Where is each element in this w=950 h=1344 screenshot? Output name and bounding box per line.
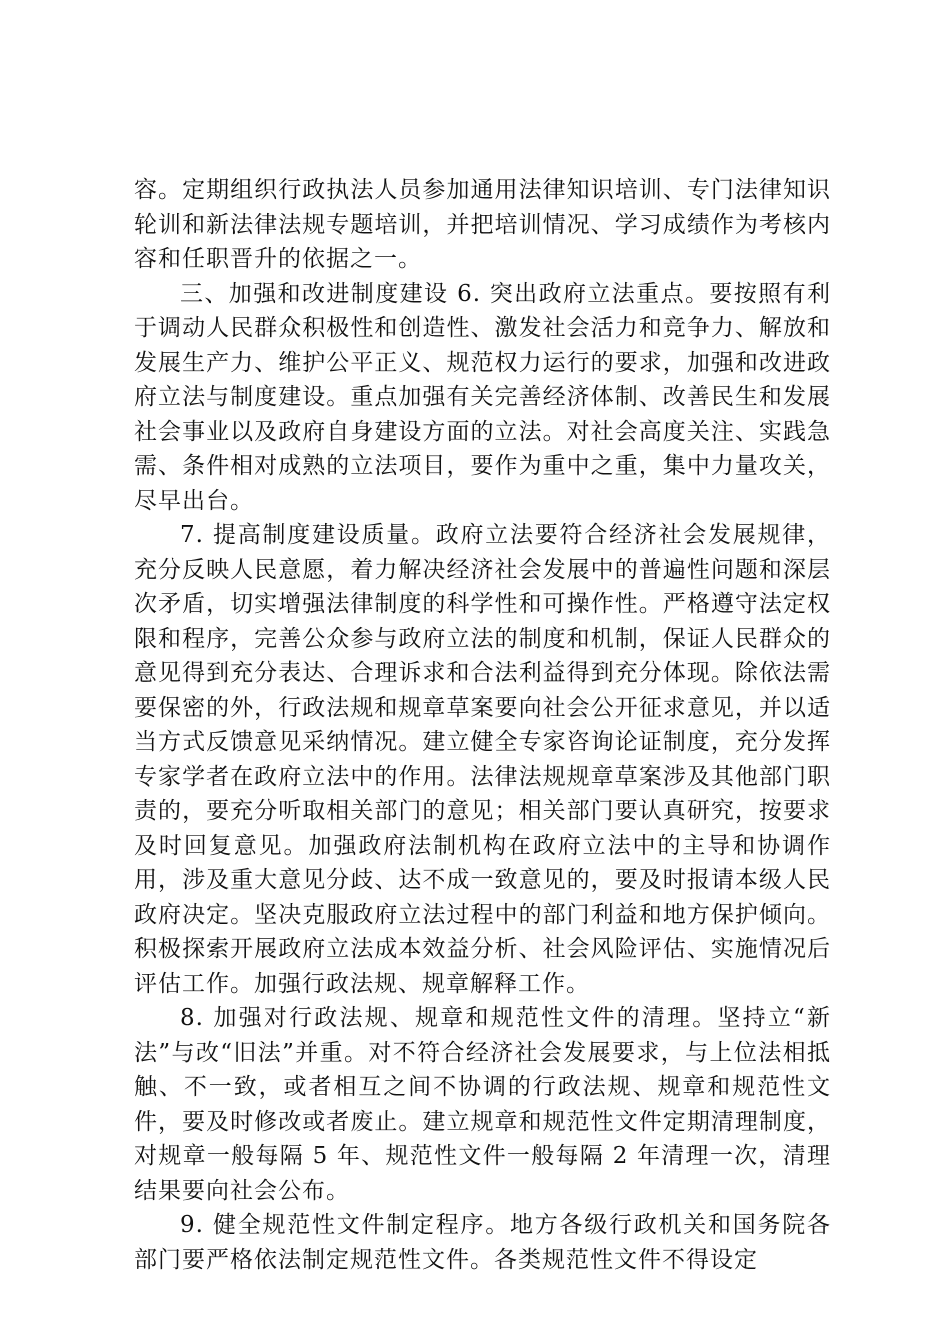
paragraph-item-7: 7. 提高制度建设质量。政府立法要符合经济社会发展规律，充分反映人民意愿，着力解决经济社会发展中的普遍性问题和深层次矛盾，切实增强法律制度的科学性和可操作性。严格遵守法定权限和程序，完善公众参与政府立法的制度和机制，保证人民群众的意见得到充分表达、合理诉求和合法利益得到充分体现。除依法需要保密的外，行政法规和规章草案要向社会公开征求意见，并以适当方式反馈意见采纳情况。建立健全专家咨询论证制度，充分发挥专家学者在政府立法中的作用。法律法规规章草案涉及其他部门职责的，要充分听取相关部门的意见；相关部门要认真研究，按要求及时回复意见。加强政府法制机构在政府立法中的主导和协调作用，涉及重大意见分歧、达不成一致意见的，要及时报请本级人民政府决定。坚决克服政府立法过程中的部门利益和地方保护倾向。积极探索开展政府立法成本效益分析、社会风险评估、实施情况后评估工作。加强行政法规、规章解释工作。 xyxy=(134,522,831,997)
paragraph-item-9: 9. 健全规范性文件制定程序。地方各级行政机关和国务院各部门要严格依法制定规范性文件。各类规范性文件不得设定 xyxy=(134,1212,831,1273)
paragraph-item-8: 8. 加强对行政法规、规章和规范性文件的清理。坚持立“新法”与改“旧法”并重。对不符合经济社会发展要求，与上位法相抵触、不一致，或者相互之间不协调的行政法规、规章和规范性文件，要及时修改或者废止。建立规章和规范性文件定期清理制度，对规章一般每隔 5 年、规范性文件一般每隔 2 年清理一次，清理结果要向社会公布。 xyxy=(134,1005,831,1204)
paragraph-section-3-item-6: 三、加强和改进制度建设 6. 突出政府立法重点。要按照有利于调动人民群众积极性和创造性、激发社会活力和竞争力、解放和发展生产力、维护公平正义、规范权力运行的要求，加强和改进政府立法与制度建设。重点加强有关完善经济体制、改善民生和发展社会事业以及政府自身建设方面的立法。对社会高度关注、实践急需、条件相对成熟的立法项目，要作为重中之重，集中力量攻关，尽早出台。 xyxy=(134,280,831,514)
paragraph-continuation: 容。定期组织行政执法人员参加通用法律知识培训、专门法律知识轮训和新法律法规专题培训，并把培训情况、学习成绩作为考核内容和任职晋升的依据之一。 xyxy=(134,177,831,272)
document-body xyxy=(134,173,831,1277)
